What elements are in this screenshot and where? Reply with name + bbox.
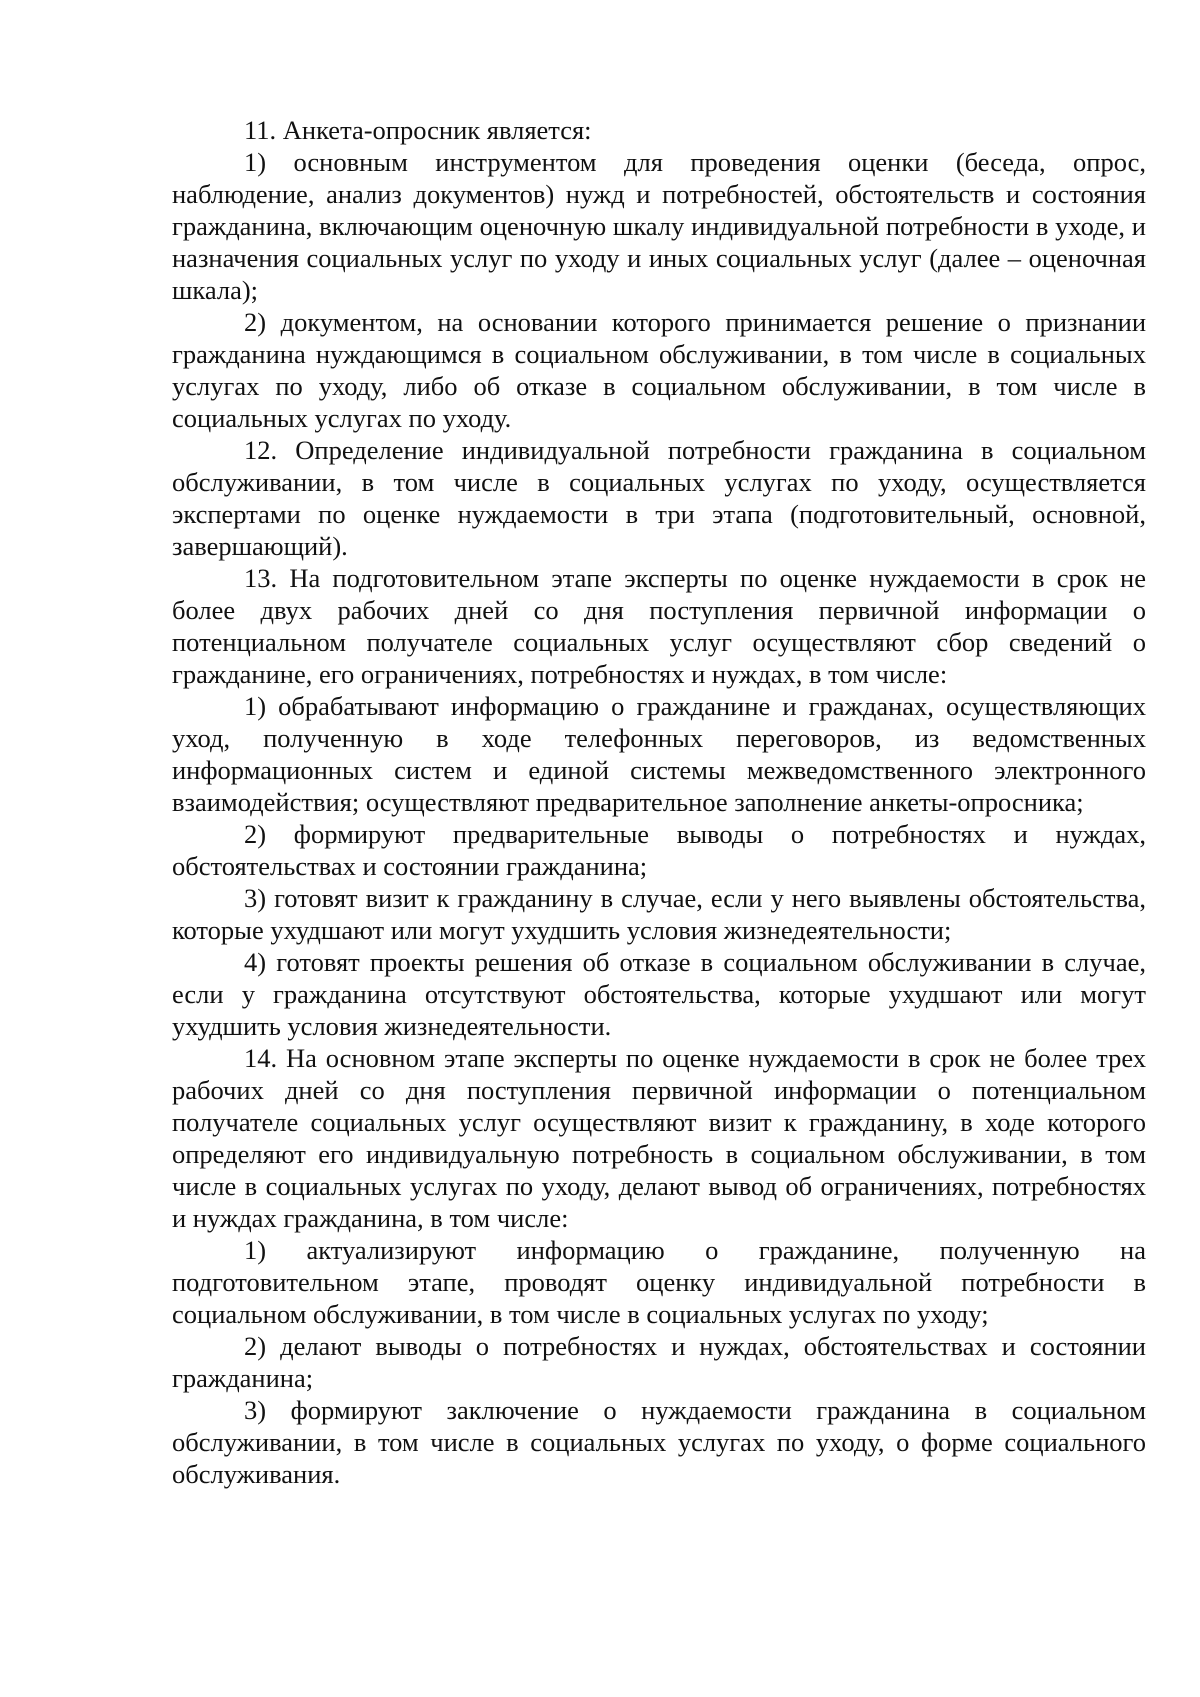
paragraph-14: 14. На основном этапе эксперты по оценке нуждаемости в срок не более трех рабочих дней со дня поступления первичной информации о потенциальном получателе социальных услуг осуществляют визит к гражданину, в ходе которого определяют его индивидуальную потребность в социальном обслуживании, в том числе в социальных услугах по уходу, делают вывод об ограничениях, потребностях и нуждах гражданина, в том числе: [172,1043,1146,1233]
paragraph-11-item-2: 2) документом, на основании которого принимается решение о признании гражданина нуждающимся в социальном обслуживании, в том числе в социальных услугах по уходу, либо об отказе в социальном обслуживании, в том числе в социальных услугах по уходу. [172,307,1146,433]
paragraph-13-item-1: 1) обрабатывают информацию о гражданине и гражданах, осуществляющих уход, полученную в ходе телефонных переговоров, из ведомственных информационных систем и единой системы межведомственного электронного взаимодействия; осуществляют предварительное заполнение анкеты-опросника; [172,691,1146,817]
paragraph-13: 13. На подготовительном этапе эксперты по оценке нуждаемости в срок не более двух рабочих дней со дня поступления первичной информации о потенциальном получателе социальных услуг осуществляют сбор сведений о гражданине, его ограничениях, потребностях и нуждах, в том числе: [172,563,1146,689]
paragraph-14-item-1: 1) актуализируют информацию о гражданине, полученную на подготовительном этапе, проводят оценку индивидуальной потребности в социальном обслуживании, в том числе в социальных услугах по уходу; [172,1235,1146,1329]
paragraph-11-item-1: 1) основным инструментом для проведения оценки (беседа, опрос, наблюдение, анализ документов) нужд и потребностей, обстоятельств и состояния гражданина, включающим оценочную шкалу индивидуальной потребности в уходе, и назначения социальных услуг по уходу и иных социальных услуг (далее – оценочная шкала); [172,147,1146,305]
paragraph-13-item-3: 3) готовят визит к гражданину в случае, если у него выявлены обстоятельства, которые ухудшают или могут ухудшить условия жизнедеятельности; [172,883,1146,945]
paragraph-14-item-3: 3) формируют заключение о нуждаемости гражданина в социальном обслуживании, в том числе в социальных услугах по уходу, о форме социального обслуживания. [172,1395,1146,1489]
paragraph-14-item-2: 2) делают выводы о потребностях и нуждах, обстоятельствах и состоянии гражданина; [172,1331,1146,1393]
paragraph-12: 12. Определение индивидуальной потребности гражданина в социальном обслуживании, в том числе в социальных услугах по уходу, осуществляется экспертами по оценке нуждаемости в три этапа (подготовительный, основной, завершающий). [172,435,1146,561]
paragraph-13-item-4: 4) готовят проекты решения об отказе в социальном обслуживании в случае, если у гражданина отсутствуют обстоятельства, которые ухудшают или могут ухудшить условия жизнедеятельности. [172,947,1146,1041]
paragraph-11: 11. Анкета-опросник является: [244,115,592,145]
paragraph-13-item-2: 2) формируют предварительные выводы о потребностях и нуждах, обстоятельствах и состоянии гражданина; [172,819,1146,881]
document-body [172,114,1146,1490]
